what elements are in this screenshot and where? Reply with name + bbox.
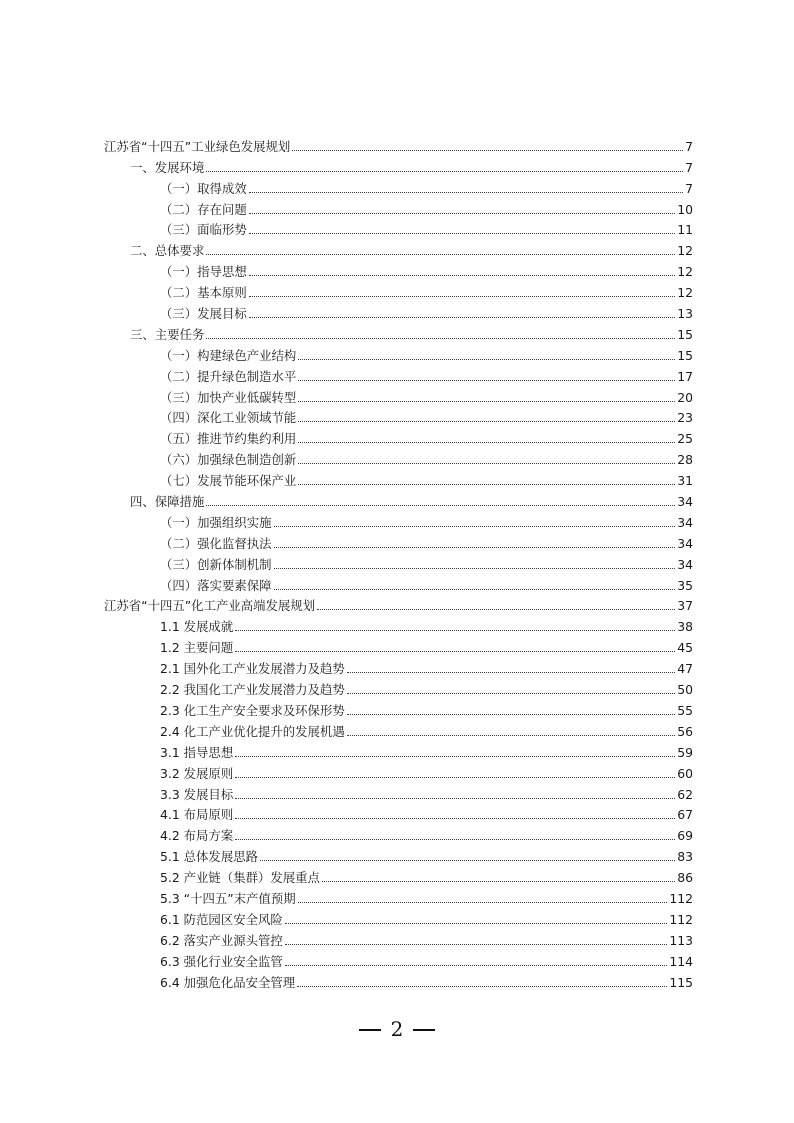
toc-entry[interactable] <box>104 656 693 677</box>
toc-entry-page-number: 38 <box>677 619 693 635</box>
toc-entry-page-number: 23 <box>677 410 693 426</box>
toc-entry[interactable] <box>104 468 693 489</box>
toc-entry-label: （二）基本原则 <box>160 285 247 301</box>
toc-entry-label: 一、发展环境 <box>130 159 205 175</box>
toc-entry[interactable] <box>104 176 693 197</box>
toc-entry-page-number: 7 <box>685 159 693 175</box>
toc-entry-label: （五）推进节约集约利用 <box>160 431 297 447</box>
dot-leader <box>206 338 675 339</box>
toc-entry-page-number: 28 <box>677 452 693 468</box>
dot-leader <box>292 150 683 151</box>
toc-entry[interactable] <box>104 719 693 740</box>
toc-entry[interactable] <box>104 280 693 301</box>
dot-leader <box>298 359 675 360</box>
toc-entry[interactable] <box>104 698 693 719</box>
toc-entry-label: 1.2 主要问题 <box>160 640 234 656</box>
toc-entry-label: 四、保障措施 <box>130 494 205 510</box>
page-footer <box>0 1015 794 1043</box>
toc-entry-page-number: 10 <box>677 201 693 217</box>
toc-entry-label: 江苏省“十四五”化工产业高端发展规划 <box>104 598 316 614</box>
toc-entry-label: 4.1 布局原则 <box>160 807 234 823</box>
toc-entry[interactable] <box>104 635 693 656</box>
toc-entry[interactable] <box>104 740 693 761</box>
dot-leader <box>235 798 675 799</box>
dot-leader <box>235 651 675 652</box>
footer-dash-left <box>359 1029 381 1031</box>
dot-leader <box>298 463 675 464</box>
toc-entry-page-number: 115 <box>669 974 693 990</box>
toc-entry-label: （七）发展节能环保产业 <box>160 473 297 489</box>
toc-entry-page-number: 34 <box>677 535 693 551</box>
dot-leader <box>249 296 675 297</box>
toc-entry[interactable] <box>104 510 693 531</box>
dot-leader <box>285 944 668 945</box>
toc-entry[interactable] <box>104 614 693 635</box>
toc-entry-label: （一）取得成效 <box>160 180 247 196</box>
toc-entry-page-number: 69 <box>677 828 693 844</box>
toc-entry[interactable] <box>104 426 693 447</box>
toc-entry-page-number: 50 <box>677 682 693 698</box>
toc-entry[interactable] <box>104 322 693 343</box>
toc-entry[interactable] <box>104 594 693 615</box>
toc-entry-page-number: 86 <box>677 870 693 886</box>
toc-entry-label: （三）加快产业低碳转型 <box>160 389 297 405</box>
dot-leader <box>235 756 675 757</box>
toc-entry-label: 5.2 产业链（集群）发展重点 <box>160 870 320 886</box>
toc-entry[interactable] <box>104 844 693 865</box>
toc-entry[interactable] <box>104 447 693 468</box>
toc-entry-page-number: 12 <box>677 264 693 280</box>
toc-entry[interactable] <box>104 489 693 510</box>
toc-entry-label: （四）落实要素保障 <box>160 577 272 593</box>
toc-entry-label: 2.4 化工产业优化提升的发展机遇 <box>160 723 345 739</box>
dot-leader <box>298 902 668 903</box>
dot-leader <box>347 735 675 736</box>
toc-entry-page-number: 45 <box>677 640 693 656</box>
dot-leader <box>285 965 668 966</box>
toc-entry[interactable] <box>104 928 693 949</box>
dot-leader <box>260 860 675 861</box>
toc-entry[interactable] <box>104 197 693 218</box>
toc-entry-page-number: 17 <box>677 368 693 384</box>
dot-leader <box>298 484 675 485</box>
dot-leader <box>298 401 675 402</box>
toc-entry-label: （二）存在问题 <box>160 201 247 217</box>
dot-leader <box>235 818 675 819</box>
toc-entry-page-number: 47 <box>677 661 693 677</box>
dot-leader <box>285 923 668 924</box>
dot-leader <box>274 589 676 590</box>
toc-entry-page-number: 15 <box>677 326 693 342</box>
toc-entry-page-number: 56 <box>677 723 693 739</box>
page-number: 2 <box>390 1017 404 1041</box>
toc-entry-page-number: 55 <box>677 702 693 718</box>
toc-entry[interactable] <box>104 886 693 907</box>
dot-leader <box>297 986 667 987</box>
toc-entry-page-number: 83 <box>677 849 693 865</box>
dot-leader <box>249 233 675 234</box>
toc-entry[interactable] <box>104 134 693 155</box>
toc-entry-page-number: 112 <box>669 911 693 927</box>
toc-entry-label: （二）提升绿色制造水平 <box>160 368 297 384</box>
toc-entry-label: 6.4 加强危化品安全管理 <box>160 974 296 990</box>
dot-leader <box>317 609 675 610</box>
toc-entry-label: 3.3 发展目标 <box>160 786 234 802</box>
toc-entry-page-number: 20 <box>677 389 693 405</box>
dot-leader <box>347 672 675 673</box>
dot-leader <box>235 839 675 840</box>
toc-entry[interactable] <box>104 823 693 844</box>
toc-entry-label: 3.1 指导思想 <box>160 744 234 760</box>
toc-entry-label: 1.1 发展成就 <box>160 619 234 635</box>
toc-entry-label: （一）指导思想 <box>160 264 247 280</box>
dot-leader <box>298 442 675 443</box>
toc-entry-label: 二、总体要求 <box>130 243 205 259</box>
dot-leader <box>298 380 675 381</box>
dot-leader <box>274 568 676 569</box>
toc-entry-page-number: 35 <box>677 577 693 593</box>
toc-entry[interactable] <box>104 238 693 259</box>
toc-entry-page-number: 7 <box>685 180 693 196</box>
table-of-contents <box>104 134 693 991</box>
toc-entry[interactable] <box>104 970 693 991</box>
toc-entry[interactable] <box>104 761 693 782</box>
toc-entry-page-number: 59 <box>677 744 693 760</box>
toc-entry-page-number: 25 <box>677 431 693 447</box>
dot-leader <box>347 693 675 694</box>
toc-entry-label: 三、主要任务 <box>130 326 205 342</box>
dot-leader <box>249 317 675 318</box>
toc-entry-page-number: 114 <box>669 953 693 969</box>
toc-entry-page-number: 113 <box>669 932 693 948</box>
toc-entry[interactable] <box>104 385 693 406</box>
toc-entry-label: （六）加强绿色制造创新 <box>160 452 297 468</box>
toc-entry-page-number: 15 <box>677 347 693 363</box>
toc-entry[interactable] <box>104 301 693 322</box>
dot-leader <box>206 505 675 506</box>
footer-dash-right <box>413 1029 435 1031</box>
toc-entry[interactable] <box>104 343 693 364</box>
toc-entry-label: 5.1 总体发展思路 <box>160 849 258 865</box>
toc-entry-page-number: 11 <box>677 222 693 238</box>
dot-leader <box>206 171 683 172</box>
dot-leader <box>322 881 675 882</box>
toc-entry-label: 2.2 我国化工产业发展潜力及趋势 <box>160 682 345 698</box>
dot-leader <box>249 213 675 214</box>
toc-entry-page-number: 37 <box>677 598 693 614</box>
toc-entry-page-number: 67 <box>677 807 693 823</box>
toc-entry-label: 江苏省“十四五”工业绿色发展规划 <box>104 138 291 154</box>
toc-entry-label: （一）加强组织实施 <box>160 514 272 530</box>
toc-entry-page-number: 7 <box>685 138 693 154</box>
toc-entry-page-number: 112 <box>669 890 693 906</box>
toc-entry-label: （三）创新体制机制 <box>160 556 272 572</box>
toc-entry-label: 6.1 防范园区安全风险 <box>160 911 283 927</box>
dot-leader <box>274 526 676 527</box>
toc-entry-page-number: 13 <box>677 306 693 322</box>
toc-entry[interactable] <box>104 364 693 385</box>
toc-entry-label: 2.3 化工生产安全要求及环保形势 <box>160 702 345 718</box>
toc-entry-label: 2.1 国外化工产业发展潜力及趋势 <box>160 661 345 677</box>
toc-entry[interactable] <box>104 907 693 928</box>
dot-leader <box>347 714 675 715</box>
dot-leader <box>235 777 675 778</box>
toc-entry-label: 5.3 “十四五”末产值预期 <box>160 890 296 906</box>
toc-entry[interactable] <box>104 552 693 573</box>
toc-entry-label: 6.2 落实产业源头管控 <box>160 932 283 948</box>
toc-entry-page-number: 31 <box>677 473 693 489</box>
toc-entry-page-number: 12 <box>677 243 693 259</box>
toc-entry[interactable] <box>104 406 693 427</box>
toc-entry[interactable] <box>104 949 693 970</box>
toc-entry[interactable] <box>104 155 693 176</box>
toc-entry-label: 3.2 发展原则 <box>160 765 234 781</box>
dot-leader <box>249 275 675 276</box>
toc-entry[interactable] <box>104 218 693 239</box>
toc-entry[interactable] <box>104 531 693 552</box>
dot-leader <box>249 192 683 193</box>
toc-entry-label: 4.2 布局方案 <box>160 828 234 844</box>
toc-entry[interactable] <box>104 677 693 698</box>
toc-entry[interactable] <box>104 259 693 280</box>
toc-entry-label: （三）发展目标 <box>160 306 247 322</box>
dot-leader <box>298 421 675 422</box>
toc-entry[interactable] <box>104 865 693 886</box>
toc-entry-label: （四）深化工业领域节能 <box>160 410 297 426</box>
toc-entry-label: （二）强化监督执法 <box>160 535 272 551</box>
toc-entry-page-number: 62 <box>677 786 693 802</box>
toc-entry-page-number: 12 <box>677 285 693 301</box>
toc-entry-page-number: 34 <box>677 556 693 572</box>
toc-entry-page-number: 34 <box>677 494 693 510</box>
toc-entry-label: 6.3 强化行业安全监管 <box>160 953 283 969</box>
toc-entry-page-number: 34 <box>677 514 693 530</box>
dot-leader <box>206 254 675 255</box>
dot-leader <box>274 547 676 548</box>
toc-entry[interactable] <box>104 573 693 594</box>
toc-entry[interactable] <box>104 782 693 803</box>
toc-entry-label: （三）面临形势 <box>160 222 247 238</box>
toc-entry-label: （一）构建绿色产业结构 <box>160 347 297 363</box>
toc-entry-page-number: 60 <box>677 765 693 781</box>
dot-leader <box>235 630 675 631</box>
toc-entry[interactable] <box>104 803 693 824</box>
